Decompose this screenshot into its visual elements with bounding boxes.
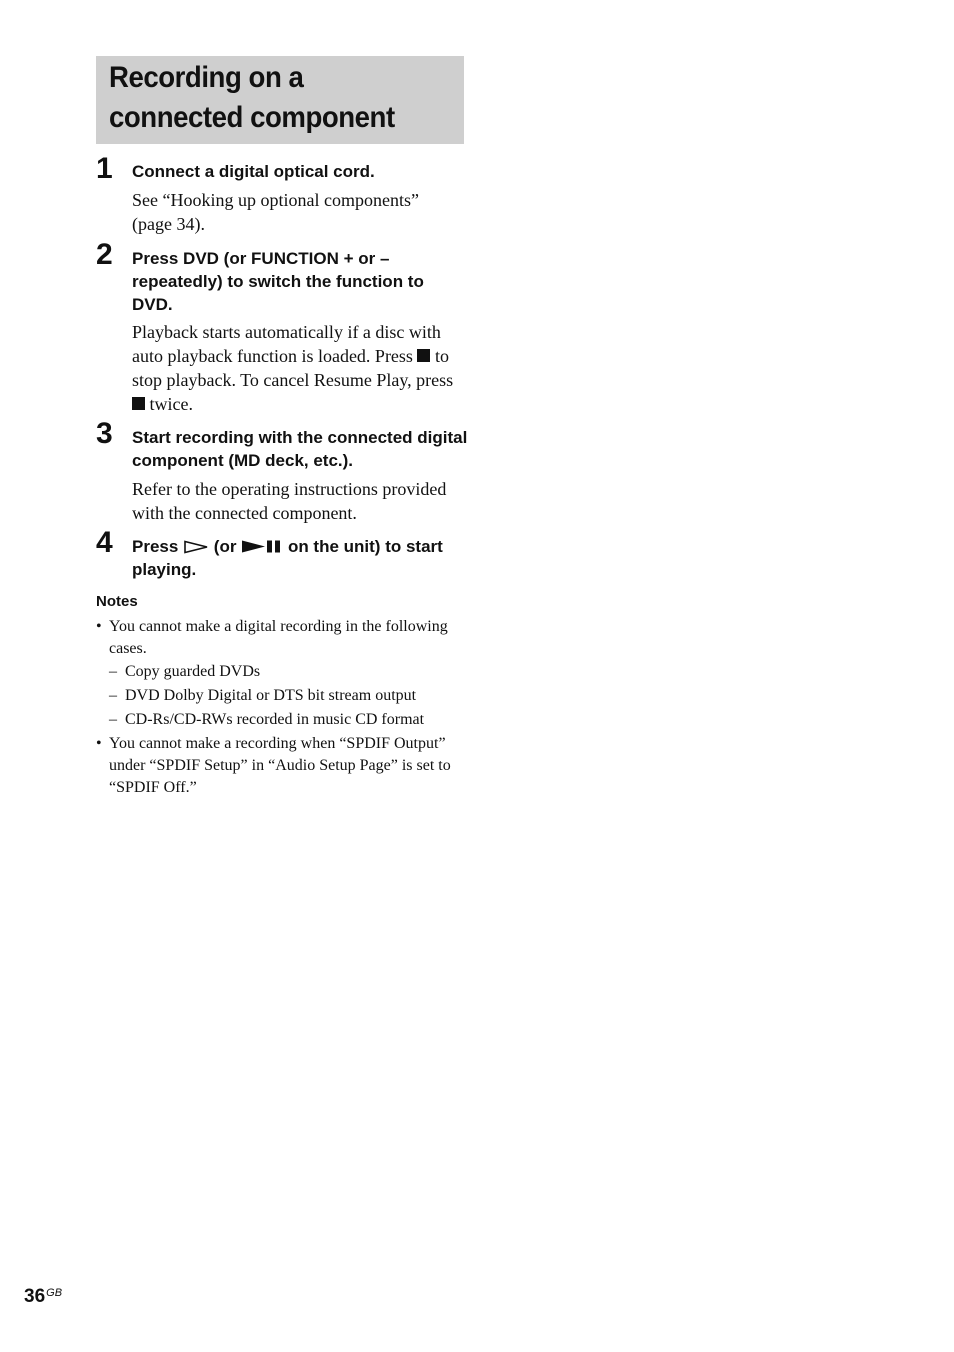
dash: – [109, 711, 117, 728]
step-3-number: 3 [96, 417, 113, 450]
step-2-body-text-3: twice. [149, 394, 193, 414]
step-1-heading: Connect a digital optical cord. [132, 162, 375, 181]
step-2-body [132, 320, 468, 416]
note-item-2 [96, 733, 468, 799]
step-4-heading [132, 535, 468, 581]
step-1-body: See “Hooking up optional components” (page 34). [132, 190, 419, 234]
note-text-2: You cannot make a recording when “SPDIF Output” under “SPDIF Setup” in “Audio Setup Page” is set to “SPDIF Off.” [109, 735, 451, 796]
dash: – [109, 663, 117, 680]
bullet: • [96, 618, 102, 635]
step-2-number: 2 [96, 238, 113, 271]
step-2-heading: Press DVD (or FUNCTION + or – repeatedly) to switch the function to DVD. [132, 249, 424, 314]
note-sub-text-3: CD-Rs/CD-RWs recorded in music CD format [125, 711, 425, 728]
step-4-heading-text-3: on the unit) to start playing. [132, 537, 443, 579]
note-sub-item-3 [109, 709, 469, 731]
bullet: • [96, 735, 102, 752]
step-1-number: 1 [96, 152, 113, 185]
note-text-1: You cannot make a digital recording in the following cases. [109, 618, 448, 657]
page-number [24, 1282, 62, 1308]
section-title-box [96, 56, 464, 144]
step-3-heading: Start recording with the connected digital component (MD deck, etc.). [132, 428, 468, 470]
step-2-body-text-2: to stop playback. To cancel Resume Play, press [132, 346, 454, 390]
stop-icon [132, 397, 145, 410]
stop-icon [417, 349, 430, 362]
step-4-heading-text-1: Press [132, 537, 179, 556]
note-sub-item-2 [109, 685, 469, 707]
page-title: Recording on a connected component [109, 61, 395, 134]
page-number-suffix: GB [46, 1287, 63, 1299]
step-4-heading-text-2: (or [213, 537, 237, 556]
notes-title: Notes [96, 593, 138, 610]
play-outline-icon [183, 540, 209, 554]
note-sub-text-2: DVD Dolby Digital or DTS bit stream output [125, 687, 417, 704]
note-sub-text-1: Copy guarded DVDs [125, 663, 261, 680]
note-item-1 [96, 616, 468, 660]
step-2-body-text-1: Playback starts automatically if a disc with auto playback function is loaded. Press [132, 322, 441, 366]
page-number-value: 36 [24, 1286, 46, 1307]
step-3-body: Refer to the operating instructions provided with the connected component. [132, 479, 447, 523]
dash: – [109, 687, 117, 704]
step-4-number: 4 [96, 526, 113, 559]
note-sub-item-1 [109, 661, 469, 683]
play-pause-icon [241, 540, 283, 553]
